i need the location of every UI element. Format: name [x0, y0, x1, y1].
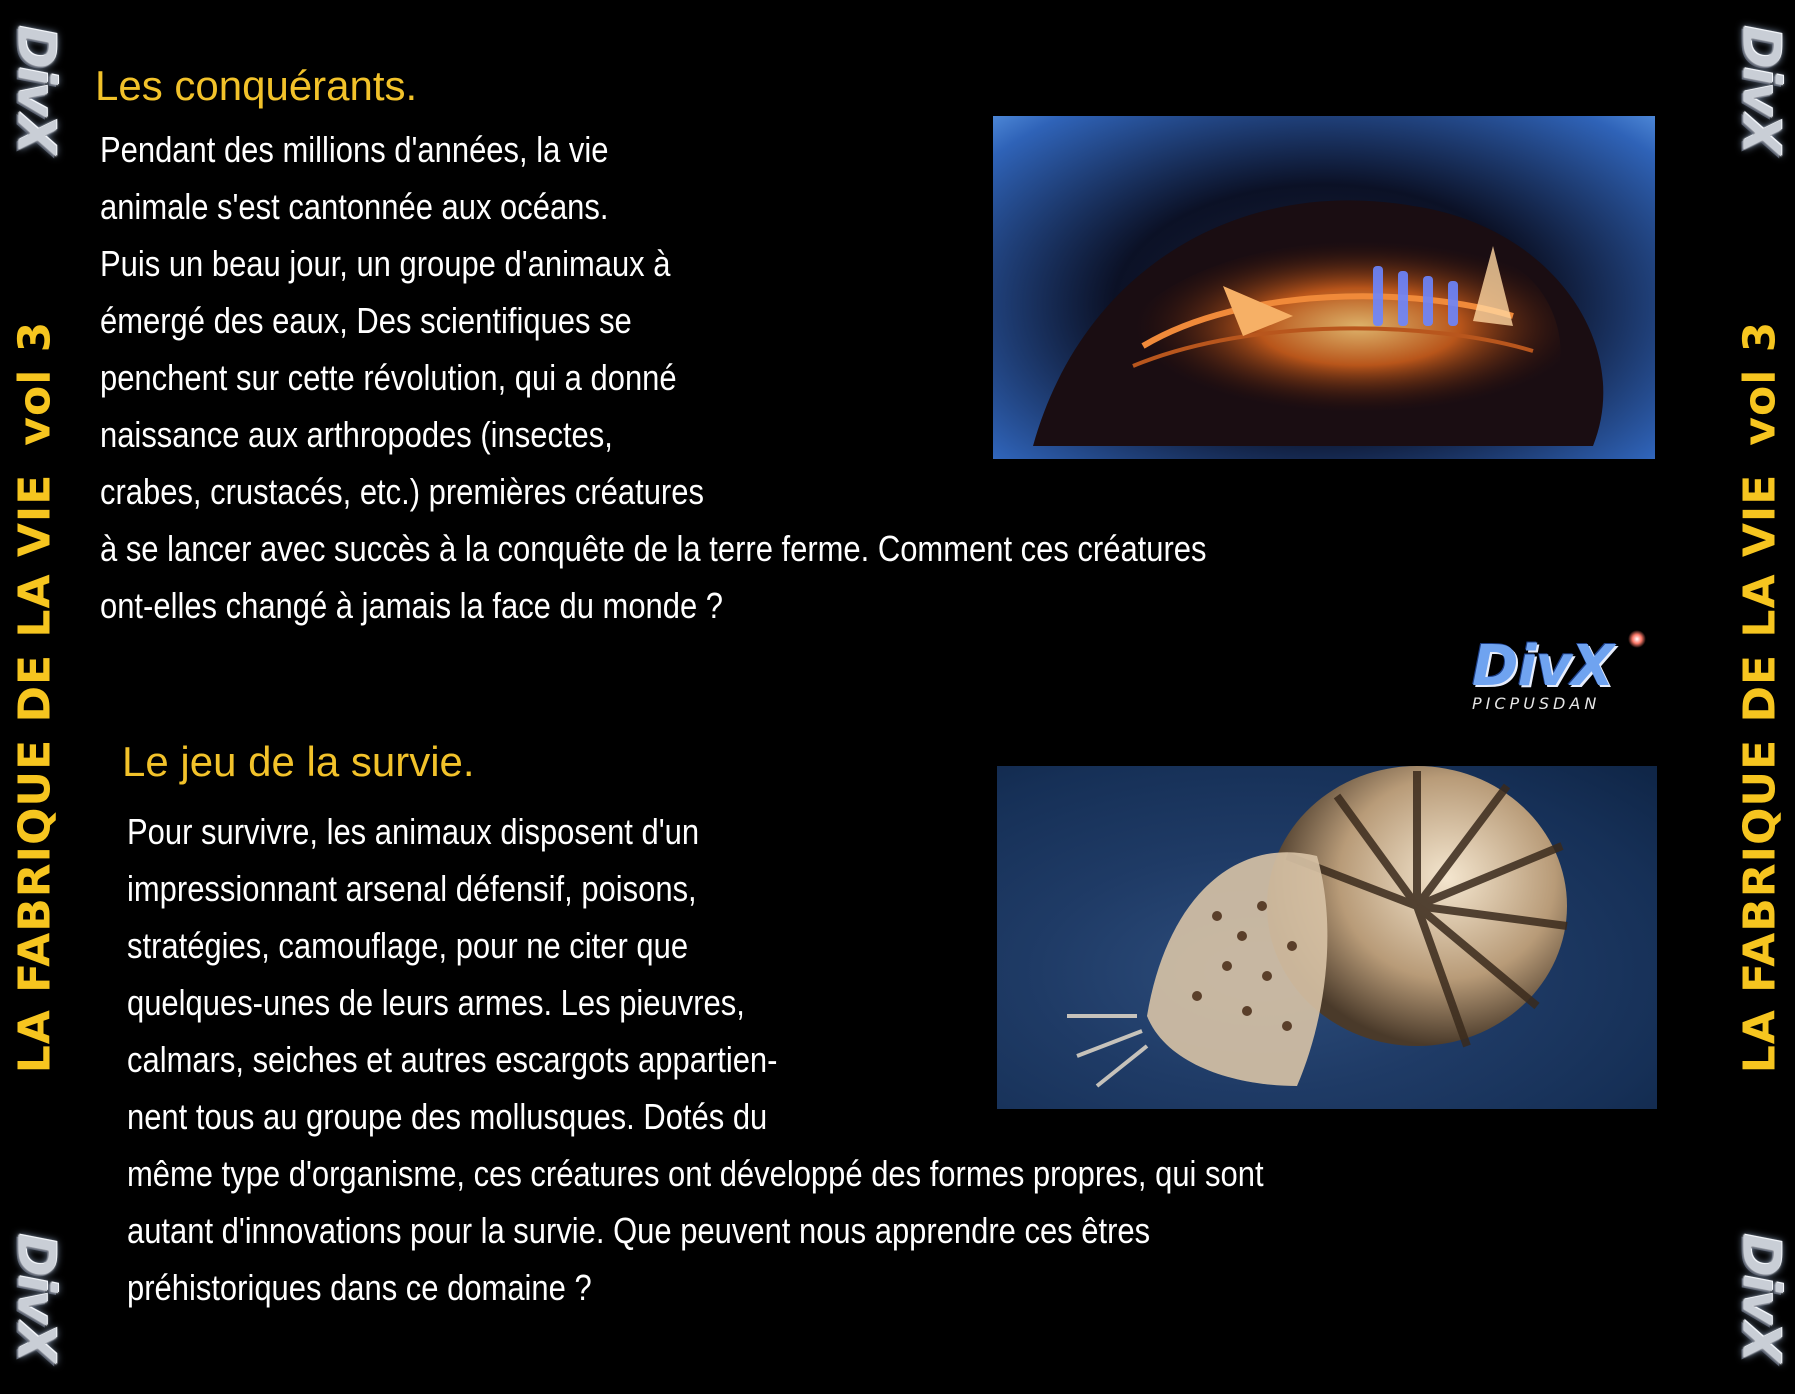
deep-sea-fish-photo: [993, 116, 1655, 459]
body-line: préhistoriques dans ce domaine ?: [127, 1267, 592, 1308]
body-line: quelques-unes de leurs armes. Les pieuvres,: [127, 982, 745, 1023]
body-line: naissance aux arthropodes (insectes,: [100, 414, 613, 455]
body-line: penchent sur cette révolution, qui a donné: [100, 357, 677, 398]
nautilus-photo: [997, 766, 1657, 1109]
body-line: nent tous au groupe des mollusques. Dotés du: [127, 1096, 768, 1137]
body-line: animale s'est cantonnée aux océans.: [100, 186, 609, 227]
right-spine: [1725, 0, 1795, 1394]
spine-volume: vol 3: [1734, 320, 1786, 446]
divx-badge-bottom-right: [1731, 1212, 1789, 1382]
logo-word: DivX: [1472, 634, 1614, 699]
logo-subtitle: PICPUSDAN: [1472, 694, 1601, 713]
logo-flare-icon: [1628, 630, 1646, 648]
body-line: émergé des eaux, Des scientifiques se: [100, 300, 632, 341]
body-line: stratégies, camouflage, pour ne citer que: [127, 925, 689, 966]
body-line: à se lancer avec succès à la conquête de la terre ferme. Comment ces créatures: [100, 528, 1207, 569]
divx-logo: [1470, 626, 1655, 716]
section-heading-conquerants: Les conquérants.: [95, 62, 418, 109]
body-line: impressionnant arsenal défensif, poisons,: [127, 868, 697, 909]
body-line: ont-elles changé à jamais la face du monde ?: [100, 585, 724, 626]
divx-badge-top-left: [6, 4, 64, 174]
body-line: Puis un beau jour, un groupe d'animaux à: [100, 243, 671, 284]
divx-badge-top-right: [1731, 4, 1789, 174]
body-line: Pendant des millions d'années, la vie: [100, 129, 609, 170]
left-spine: [0, 0, 70, 1394]
divx-badge-label: DivX: [1730, 1233, 1791, 1361]
section-heading-survie: Le jeu de la survie.: [122, 738, 475, 785]
spine-title-right: [1735, 321, 1786, 1074]
fish-illustration: [993, 116, 1655, 459]
nautilus-illustration: [997, 766, 1657, 1109]
divx-badge-bottom-left: [6, 1212, 64, 1382]
spine-title-text: LA FABRIQUE DE LA VIE: [1734, 473, 1786, 1074]
spine-title-text: LA FABRIQUE DE LA VIE: [9, 473, 61, 1074]
divx-badge-label: DivX: [1730, 25, 1791, 153]
body-line: Pour survivre, les animaux disposent d'un: [127, 811, 700, 852]
body-line: calmars, seiches et autres escargots appartien-: [127, 1039, 778, 1080]
divx-badge-label: DivX: [5, 1233, 66, 1361]
spine-title-left: [10, 321, 61, 1074]
body-line: crabes, crustacés, etc.) premières créatures: [100, 471, 704, 512]
body-line: autant d'innovations pour la survie. Que peuvent nous apprendre ces êtres: [127, 1210, 1151, 1251]
divx-badge-label: DivX: [5, 25, 66, 153]
spine-volume: vol 3: [9, 320, 61, 446]
body-line: même type d'organisme, ces créatures ont développé des formes propres, qui sont: [127, 1153, 1264, 1194]
